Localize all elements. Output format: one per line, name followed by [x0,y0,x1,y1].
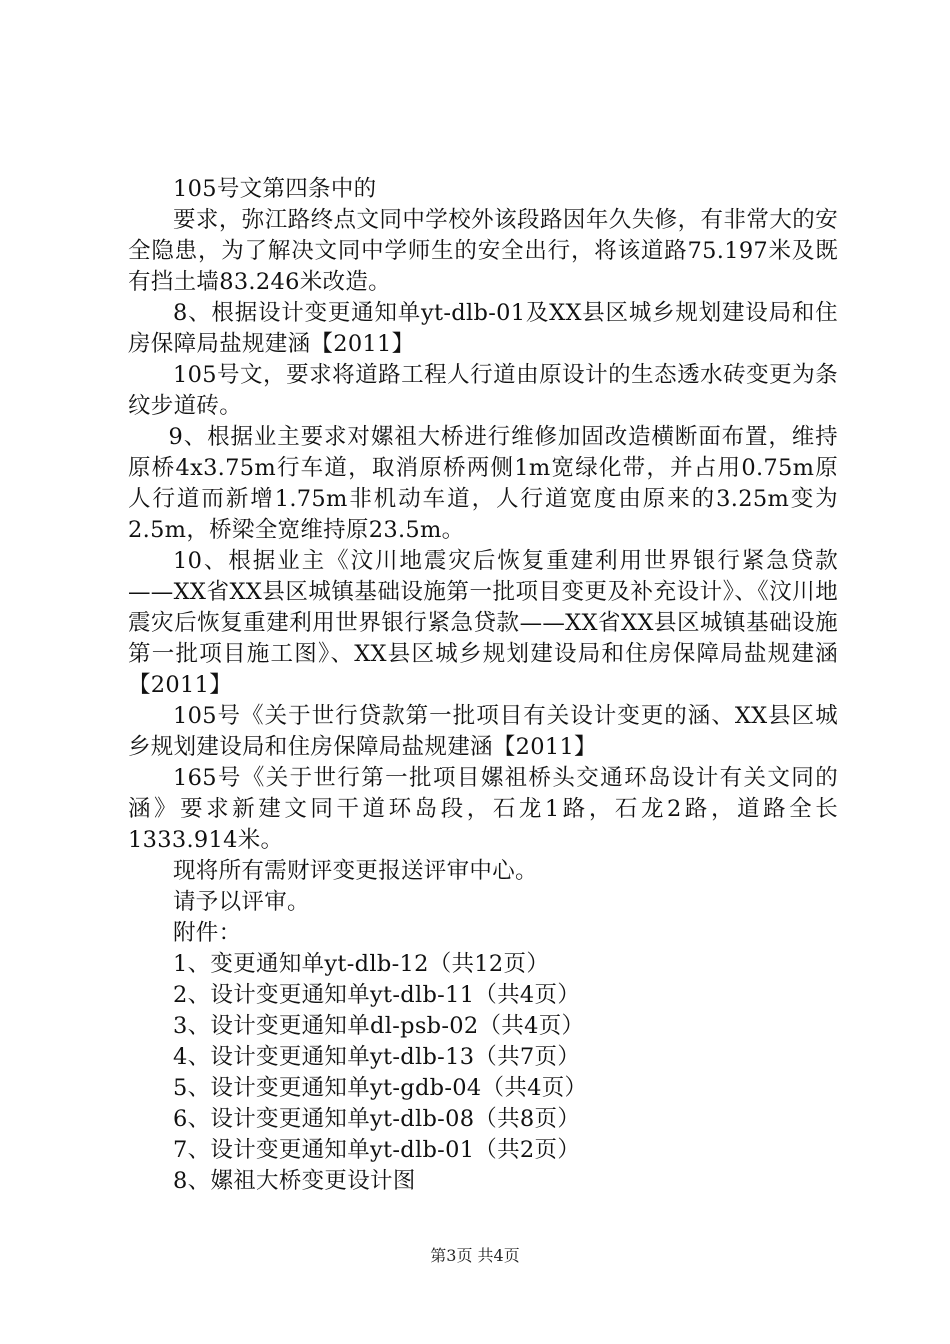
attachment-item: 7、设计变更通知单yt-dlb-01（共2页） [173,1137,581,1163]
paragraph-5: 9、根据业主要求对嫘祖大桥进行维修加固改造横断面布置，维持原桥4x3.75m行车道，取消原桥两侧1m宽绿化带，并占用0.75m原人行道而新增1.75m非机动车道，人行道宽度由原来的3.25m变为2.5m，桥梁全宽维持原23.5m。 [128,424,838,543]
paragraph-3: 8、根据设计变更通知单yt-dlb-01及XX县区城乡规划建设局和住房保障局盐规建涵【2011】 [128,300,838,357]
document-body [128,174,838,1197]
attachment-item: 1、变更通知单yt-dlb-12（共12页） [173,951,550,977]
paragraph-8: 165号《关于世行第一批项目嫘祖桥头交通环岛设计有关文同的涵》要求新建文同干道环岛段，石龙1路，石龙2路，道路全长1333.914米。 [128,765,838,853]
paragraph-4: 105号文，要求将道路工程人行道由原设计的生态透水砖变更为条纹步道砖。 [128,362,838,419]
paragraph-6: 10、根据业主《汶川地震灾后恢复重建利用世界银行紧急贷款——XX省XX县区城镇基础设施第一批项目变更及补充设计》、《汶川地震灾后恢复重建利用世界银行紧急贷款——XX省XX县区城镇基础设施第一批项目施工图》、XX县区城乡规划建设局和住房保障局盐规建涵【2011】 [128,548,838,698]
attachment-item: 3、设计变更通知单dl-psb-02（共4页） [173,1013,585,1039]
paragraph-10: 请予以评审。 [173,889,310,915]
attachment-item: 5、设计变更通知单yt-gdb-04（共4页） [173,1075,588,1101]
paragraph-1: 105号文第四条中的 [173,176,377,202]
attachment-item: 6、设计变更通知单yt-dlb-08（共8页） [173,1106,581,1132]
paragraph-7: 105号《关于世行贷款第一批项目有关设计变更的涵、XX县区城乡规划建设局和住房保障局盐规建涵【2011】 [128,703,838,760]
attachment-list [128,949,838,1197]
page-number-footer: 第3页 共4页 [430,1246,520,1265]
attachment-item: 4、设计变更通知单yt-dlb-13（共7页） [173,1044,581,1070]
attachment-item: 2、设计变更通知单yt-dlb-11（共4页） [173,982,581,1008]
attachment-item: 8、嫘祖大桥变更设计图 [173,1168,416,1194]
paragraph-9: 现将所有需财评变更报送评审中心。 [173,858,538,884]
paragraph-2: 要求，弥江路终点文同中学校外该段路因年久失修，有非常大的安全隐患，为了解决文同中学师生的安全出行，将该道路75.197米及既有挡土墙83.246米改造。 [128,207,838,295]
attachments-heading: 附件： [173,920,242,946]
